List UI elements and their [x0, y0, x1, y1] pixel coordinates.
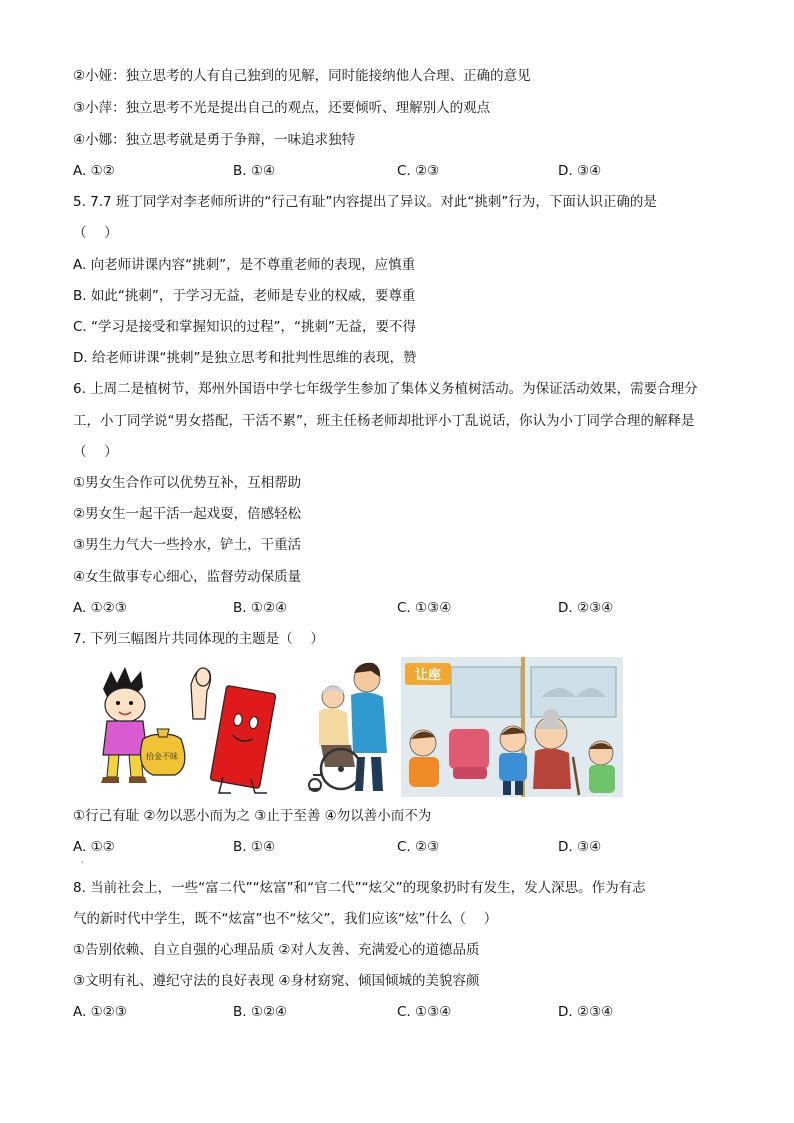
q6-item-2: ②男女生一起干活一起戏耍，倍感轻松 — [73, 506, 302, 522]
q8-stem-line1: 8. 当前社会上，一些“富二代”“炫富”和“官二代”“炫父”的现象扔时有发生，发人深思。作为有志 — [73, 880, 646, 896]
q6-option-b: B. ①②④ — [233, 600, 288, 616]
q5-option-a: A. 向老师讲课内容“挑刺”，是不尊重老师的表现，应慎重 — [73, 257, 416, 273]
q4-option-c: C. ②③ — [397, 163, 440, 179]
q4-item-2: ②小娅：独立思考的人有自己独到的见解，同时能接纳他人合理、正确的意见 — [73, 68, 531, 84]
q7-stem: 7. 下列三幅图片共同体现的主题是（ ） — [73, 631, 324, 647]
q6-stem-line3: （ ） — [73, 444, 118, 460]
q6-stem-line1: 6. 上周二是植树节，郑州外国语中学七年级学生参加了集体义务植树活动。为保证活动效果，需要合理分 — [73, 381, 698, 397]
stray-dot: · — [81, 858, 84, 867]
q8-option-c: C. ①③④ — [397, 1004, 452, 1020]
q6-stem-line2: 工，小丁同学说“男女搭配，干活不累”，班主任杨老师却批评小丁乱说话，你认为小丁同学合理的解释是 — [73, 413, 695, 429]
q7-option-d: D. ③④ — [558, 839, 602, 855]
q6-option-c: C. ①③④ — [397, 600, 452, 616]
q8-option-b: B. ①②④ — [233, 1004, 288, 1020]
q8-option-a: A. ①②③ — [73, 1004, 127, 1020]
q5-stem-line2: （ ） — [73, 225, 118, 241]
q4-item-4: ④小娜：独立思考就是勇于争辩，一味追求独特 — [73, 132, 356, 148]
illustration-wheelchair — [301, 657, 389, 797]
q7-option-b: B. ①④ — [233, 839, 276, 855]
q6-option-a: A. ①②③ — [73, 600, 127, 616]
q7-items: ①行己有耻 ②勿以恶小而为之 ③止于至善 ④勿以善小而不为 — [73, 808, 432, 824]
q5-option-b: B. 如此“挑刺”，于学习无益，老师是专业的权威，要尊重 — [73, 288, 416, 304]
q6-item-3: ③男生力气大一些拎水，铲土，干重活 — [73, 537, 302, 553]
q6-item-4: ④女生做事专心细心，监督劳动保质量 — [73, 569, 302, 585]
money-bag-label: 拾金不昧 — [146, 752, 178, 761]
q4-item-3: ③小萍：独立思考不光是提出自己的观点，还要倾听、理解别人的观点 — [73, 100, 491, 116]
q4-option-b: B. ①④ — [233, 163, 276, 179]
q6-item-1: ①男女生合作可以优势互补，互相帮助 — [73, 475, 302, 491]
q6-option-d: D. ②③④ — [558, 600, 614, 616]
q5-option-c: C. “学习是接受和掌握知识的过程”，“挑刺”无益，要不得 — [73, 319, 416, 335]
q8-stem-line2: 气的新时代中学生，既不“炫富”也不“炫父”，我们应该“炫”什么（ ） — [73, 911, 498, 927]
q5-stem-line1: 5. 7.7 班丁同学对李老师所讲的“行己有耻”内容提出了异议。对此“挑刺”行为，下面认识正确的是 — [73, 194, 657, 210]
q8-option-d: D. ②③④ — [558, 1004, 614, 1020]
illustration-give-up-seat — [401, 657, 623, 797]
q4-option-a: A. ①② — [73, 163, 115, 179]
illustration-honesty — [73, 657, 291, 797]
q8-items-1-2: ①告别依赖、自立自强的心理品质 ②对人友善、充满爱心的道德品质 — [73, 942, 480, 958]
q7-option-a: A. ①② — [73, 839, 115, 855]
q7-option-c: C. ②③ — [397, 839, 440, 855]
give-seat-sign: 让座 — [414, 668, 442, 683]
q4-option-d: D. ③④ — [558, 163, 602, 179]
q5-option-d: D. 给老师讲课“挑刺”是独立思考和批判性思维的表现，赞 — [73, 350, 417, 366]
q8-items-3-4: ③文明有礼、遵纪守法的良好表现 ④身材窈窕、倾国倾城的美貌容颜 — [73, 973, 480, 989]
